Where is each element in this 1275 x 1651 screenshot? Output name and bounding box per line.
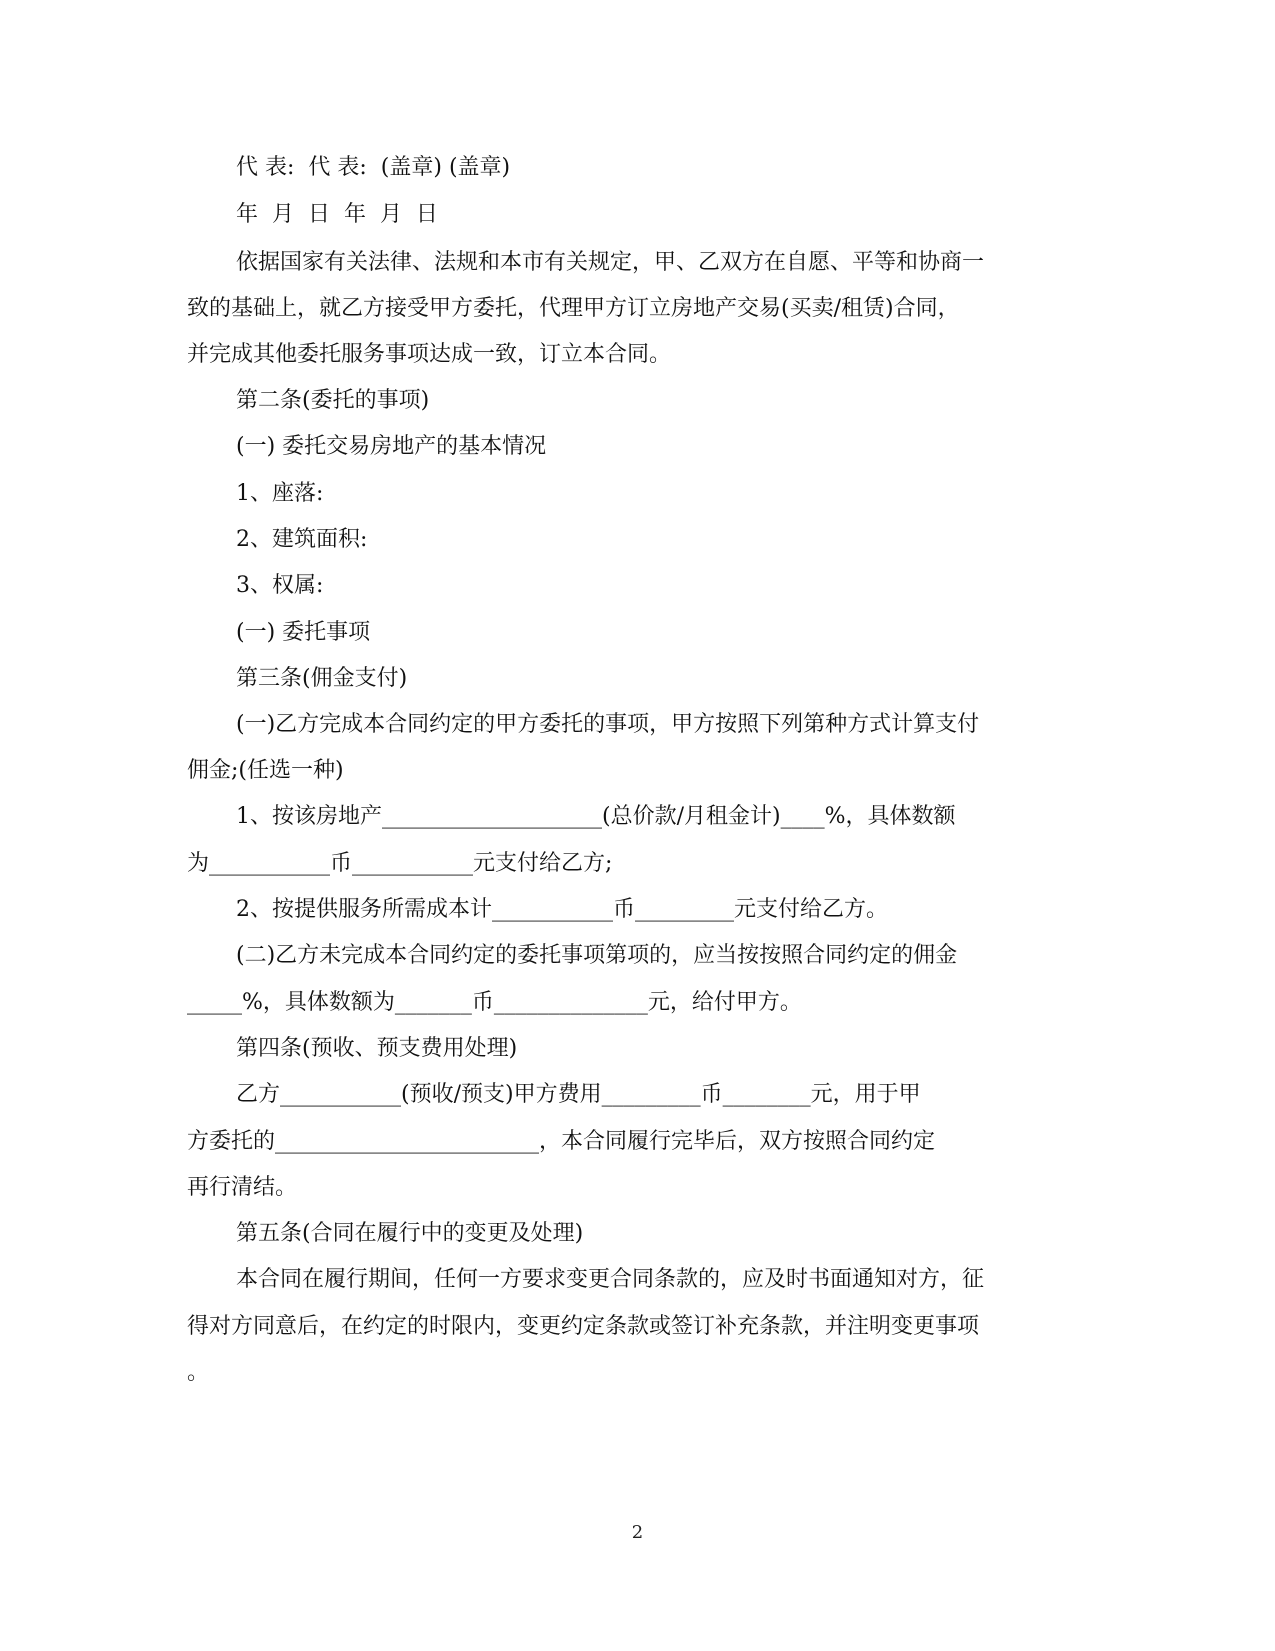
paragraph-line: 致的基础上，就乙方接受甲方委托，代理甲方订立房地产交易(买卖/租赁)合同， [187, 296, 960, 321]
paragraph-line: 再行清结。 [187, 1175, 298, 1200]
paragraph-line: 为___________币___________元支付给乙方; [187, 851, 613, 876]
section-heading: (一) 委托事项 [236, 620, 371, 645]
paragraph-line: (一)乙方完成本合同约定的甲方委托的事项，甲方按照下列第种方式计算支付 [236, 712, 980, 737]
article-heading: 第五条(合同在履行中的变更及处理) [236, 1221, 584, 1246]
paragraph-line: 依据国家有关法律、法规和本市有关规定，甲、乙双方在自愿、平等和协商一 [236, 250, 985, 275]
article-heading: 第三条(佣金支付) [236, 666, 408, 691]
paragraph-line: 并完成其他委托服务事项达成一致，订立本合同。 [187, 342, 672, 367]
paragraph-line: (二)乙方未完成本合同约定的委托事项第项的，应当按按照合同约定的佣金 [236, 943, 958, 968]
page-number: 2 [631, 1522, 644, 1543]
paragraph-line: 本合同在履行期间，任何一方要求变更合同条款的，应及时书面通知对方，征 [236, 1267, 985, 1292]
section-heading: (一) 委托交易房地产的基本情况 [236, 434, 547, 459]
paragraph-line: _____%，具体数额为_______币______________元，给付甲方。 [187, 990, 802, 1015]
paragraph-line: 。 [187, 1360, 210, 1385]
paragraph-line: 得对方同意后，在约定的时限内，变更约定条款或签订补充条款，并注明变更事项 [187, 1314, 980, 1339]
paragraph-line: 2、按提供服务所需成本计___________币_________元支付给乙方。 [236, 897, 888, 922]
list-item: 3、权属: [236, 573, 324, 598]
signature-line: 代 表: 代 表: (盖章) (盖章) [236, 155, 511, 180]
article-heading: 第四条(预收、预支费用处理) [236, 1036, 518, 1061]
paragraph-line: 1、按该房地产____________________(总价款/月租金计)____%，具体数额 [236, 804, 956, 829]
paragraph-line: 乙方___________(预收/预支)甲方费用_________币________元，用于甲 [236, 1082, 921, 1107]
paragraph-line: 方委托的________________________，本合同履行完毕后，双方按照合同约定 [187, 1129, 936, 1154]
list-item: 2、建筑面积: [236, 527, 368, 552]
paragraph-line: 佣金;(任选一种) [187, 758, 344, 783]
date-line: 年 月 日 年 月 日 [236, 202, 438, 227]
article-heading: 第二条(委托的事项) [236, 388, 430, 413]
list-item: 1、座落: [236, 481, 324, 506]
